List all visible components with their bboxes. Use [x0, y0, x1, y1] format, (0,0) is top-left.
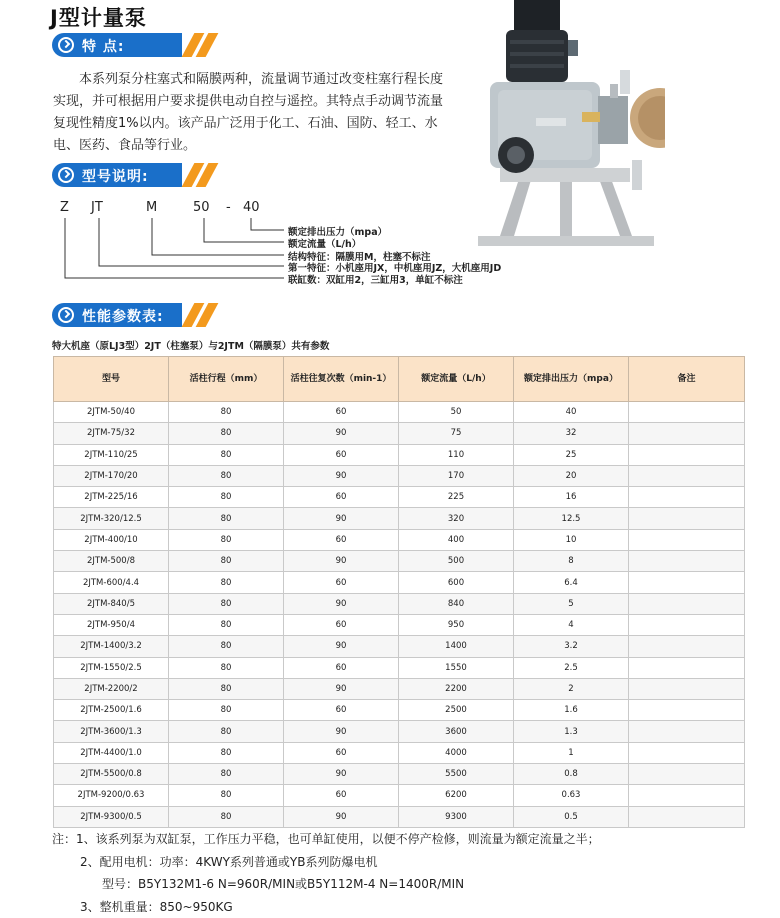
table-cell: 2JTM-1400/3.2: [54, 636, 169, 657]
table-cell: 3600: [399, 721, 514, 742]
note-line: 型号：B5Y132M1-6 N=960R/MIN或B5Y112M-4 N=1400R/MIN: [52, 873, 600, 896]
table-cell: [629, 529, 745, 550]
table-cell: 2JTM-9200/0.63: [54, 785, 169, 806]
notes: [52, 828, 600, 918]
table-cell: 90: [284, 678, 399, 699]
table-cell: 2JTM-3600/1.3: [54, 721, 169, 742]
table-cell: 500: [399, 551, 514, 572]
model-legend-item: 结构特征：隔膜用M，柱塞不标注: [288, 249, 430, 263]
note-line: 2、配用电机：功率：4KWY系列普通或YB系列防爆电机: [52, 851, 600, 874]
table-cell: 2JTM-110/25: [54, 444, 169, 465]
table-cell: 840: [399, 593, 514, 614]
table-cell: 5: [514, 593, 629, 614]
table-cell: 6200: [399, 785, 514, 806]
table-cell: 2JTM-9300/0.5: [54, 806, 169, 827]
model-legend-item: 联缸数：双缸用2，三缸用3，单缸不标注: [288, 272, 463, 286]
table-cell: [629, 402, 745, 423]
table-cell: 16: [514, 487, 629, 508]
table-cell: [629, 764, 745, 785]
table-row: [54, 529, 745, 550]
table-cell: [629, 423, 745, 444]
table-cell: [629, 700, 745, 721]
table-cell: 60: [284, 572, 399, 593]
table-cell: 600: [399, 572, 514, 593]
table-body: [54, 402, 745, 828]
table-cell: [629, 742, 745, 763]
table-cell: 80: [169, 529, 284, 550]
model-code-part: 40: [243, 200, 260, 215]
table-cell: 80: [169, 636, 284, 657]
table-cell: 80: [169, 764, 284, 785]
table-cell: [629, 785, 745, 806]
section-label: 型号说明:: [82, 166, 149, 186]
table-row: [54, 742, 745, 763]
table-cell: 2JTM-500/8: [54, 551, 169, 572]
table-cell: 1550: [399, 657, 514, 678]
table-cell: [629, 593, 745, 614]
table-cell: 80: [169, 423, 284, 444]
table-cell: [629, 678, 745, 699]
table-cell: 6.4: [514, 572, 629, 593]
model-legend-item: 第一特征：小机座用JX，中机座用JZ，大机座用JD: [288, 260, 501, 274]
table-cell: 80: [169, 721, 284, 742]
table-row: [54, 572, 745, 593]
table-row: [54, 636, 745, 657]
table-cell: 2JTM-5500/0.8: [54, 764, 169, 785]
table-cell: 80: [169, 700, 284, 721]
model-legend-item: 额定流量（L/h）: [288, 236, 361, 250]
table-cell: [629, 508, 745, 529]
table-cell: 1: [514, 742, 629, 763]
table-cell: 2JTM-2200/2: [54, 678, 169, 699]
table-cell: 110: [399, 444, 514, 465]
model-code-part: Z: [60, 200, 69, 215]
table-cell: 10: [514, 529, 629, 550]
column-header: 型号: [54, 357, 169, 402]
table-row: [54, 785, 745, 806]
model-code-part: 50: [193, 200, 210, 215]
table-cell: 2JTM-840/5: [54, 593, 169, 614]
table-cell: 80: [169, 508, 284, 529]
table-cell: [629, 657, 745, 678]
table-row: [54, 806, 745, 827]
table-row: [54, 551, 745, 572]
table-cell: 20: [514, 465, 629, 486]
table-cell: [629, 572, 745, 593]
table-cell: 0.63: [514, 785, 629, 806]
table-cell: 0.5: [514, 806, 629, 827]
table-cell: 2JTM-600/4.4: [54, 572, 169, 593]
table-cell: 950: [399, 614, 514, 635]
table-cell: 32: [514, 423, 629, 444]
table-cell: 60: [284, 487, 399, 508]
table-cell: 60: [284, 614, 399, 635]
table-row: [54, 444, 745, 465]
table-cell: [629, 444, 745, 465]
table-row: [54, 508, 745, 529]
table-cell: 320: [399, 508, 514, 529]
table-cell: 2JTM-170/20: [54, 465, 169, 486]
table-cell: 80: [169, 593, 284, 614]
table-cell: 90: [284, 508, 399, 529]
table-cell: [629, 465, 745, 486]
table-cell: 80: [169, 487, 284, 508]
table-cell: 60: [284, 529, 399, 550]
table-row: [54, 678, 745, 699]
page-title: J型计量泵: [50, 2, 147, 32]
table-cell: 2JTM-400/10: [54, 529, 169, 550]
table-row: [54, 700, 745, 721]
table-cell: 60: [284, 402, 399, 423]
table-cell: 80: [169, 678, 284, 699]
column-header: 额定排出压力（mpa）: [514, 357, 629, 402]
model-code-part: JT: [91, 200, 103, 215]
table-cell: 80: [169, 402, 284, 423]
table-cell: 2JTM-4400/1.0: [54, 742, 169, 763]
table-cell: 90: [284, 551, 399, 572]
table-row: [54, 465, 745, 486]
table-cell: 8: [514, 551, 629, 572]
table-cell: 60: [284, 742, 399, 763]
table-cell: 2JTM-320/12.5: [54, 508, 169, 529]
column-header: 活柱往复次数（min-1）: [284, 357, 399, 402]
table-cell: 2JTM-50/40: [54, 402, 169, 423]
column-header: 备注: [629, 357, 745, 402]
table-cell: 80: [169, 572, 284, 593]
table-cell: 40: [514, 402, 629, 423]
table-cell: 2.5: [514, 657, 629, 678]
table-cell: 60: [284, 657, 399, 678]
table-row: [54, 721, 745, 742]
table-cell: 90: [284, 593, 399, 614]
table-cell: [629, 636, 745, 657]
table-cell: 80: [169, 742, 284, 763]
table-cell: 50: [399, 402, 514, 423]
table-cell: 9300: [399, 806, 514, 827]
table-cell: 80: [169, 465, 284, 486]
table-cell: 225: [399, 487, 514, 508]
table-cell: 2200: [399, 678, 514, 699]
table-cell: 4000: [399, 742, 514, 763]
model-legend-item: 额定排出压力（mpa）: [288, 224, 387, 238]
model-code-part: -: [226, 200, 231, 215]
table-cell: 2JTM-1550/2.5: [54, 657, 169, 678]
table-cell: 80: [169, 785, 284, 806]
table-row: [54, 487, 745, 508]
table-cell: 90: [284, 636, 399, 657]
note-line: 3、整机重量：850~950KG: [52, 896, 600, 918]
table-cell: 75: [399, 423, 514, 444]
table-cell: 60: [284, 785, 399, 806]
table-cell: 80: [169, 551, 284, 572]
table-cell: 2JTM-225/16: [54, 487, 169, 508]
column-header: 额定流量（L/h）: [399, 357, 514, 402]
table-cell: 0.8: [514, 764, 629, 785]
table-header-row: [54, 357, 745, 402]
arrow-circle-icon: [58, 307, 74, 323]
table-cell: [629, 551, 745, 572]
table-cell: 90: [284, 721, 399, 742]
table-cell: 60: [284, 444, 399, 465]
table-cell: 2500: [399, 700, 514, 721]
table-cell: 2: [514, 678, 629, 699]
table-cell: [629, 614, 745, 635]
table-cell: 170: [399, 465, 514, 486]
table-cell: 80: [169, 614, 284, 635]
table-cell: 2JTM-950/4: [54, 614, 169, 635]
table-cell: 3.2: [514, 636, 629, 657]
note-line: 注：1、该系列泵为双缸泵，工作压力平稳，也可单缸使用，以便不停产检修，则流量为额定流量之半；: [52, 828, 600, 851]
table-cell: 12.5: [514, 508, 629, 529]
section-label: 特 点:: [82, 36, 124, 56]
table-cell: 90: [284, 465, 399, 486]
table-row: [54, 764, 745, 785]
table-cell: 60: [284, 700, 399, 721]
spec-table: [53, 356, 745, 828]
table-cell: 1400: [399, 636, 514, 657]
table-row: [54, 614, 745, 635]
pump-photo: [470, 0, 665, 252]
table-cell: [629, 721, 745, 742]
table-cell: [629, 487, 745, 508]
table-row: [54, 423, 745, 444]
table-cell: 80: [169, 806, 284, 827]
table-cell: 90: [284, 806, 399, 827]
table-caption: 特大机座（原LJ3型）2JT（柱塞泵）与2JTM（隔膜泵）共有参数: [52, 338, 329, 352]
table-cell: 1.3: [514, 721, 629, 742]
table-cell: 2JTM-75/32: [54, 423, 169, 444]
table-cell: 400: [399, 529, 514, 550]
section-header-params: [52, 303, 212, 327]
table-row: [54, 593, 745, 614]
table-cell: 80: [169, 657, 284, 678]
model-code-part: M: [146, 200, 157, 215]
table-cell: 5500: [399, 764, 514, 785]
table-cell: [629, 806, 745, 827]
table-row: [54, 657, 745, 678]
table-cell: 90: [284, 764, 399, 785]
features-paragraph: 本系列泵分柱塞式和隔膜两种，流量调节通过改变柱塞行程长度实现，并可根据用户要求提供电动自控与遥控。其特点手动调节流量复现性精度1%以内。该产品广泛用于化工、石油、国防、轻工、水电、医药、食品等行业。: [53, 69, 443, 157]
table-cell: 2JTM-2500/1.6: [54, 700, 169, 721]
table-cell: 1.6: [514, 700, 629, 721]
table-cell: 25: [514, 444, 629, 465]
table-cell: 4: [514, 614, 629, 635]
table-cell: 90: [284, 423, 399, 444]
column-header: 活柱行程（mm）: [169, 357, 284, 402]
table-cell: 80: [169, 444, 284, 465]
section-label: 性能参数表:: [82, 306, 164, 326]
table-row: [54, 402, 745, 423]
